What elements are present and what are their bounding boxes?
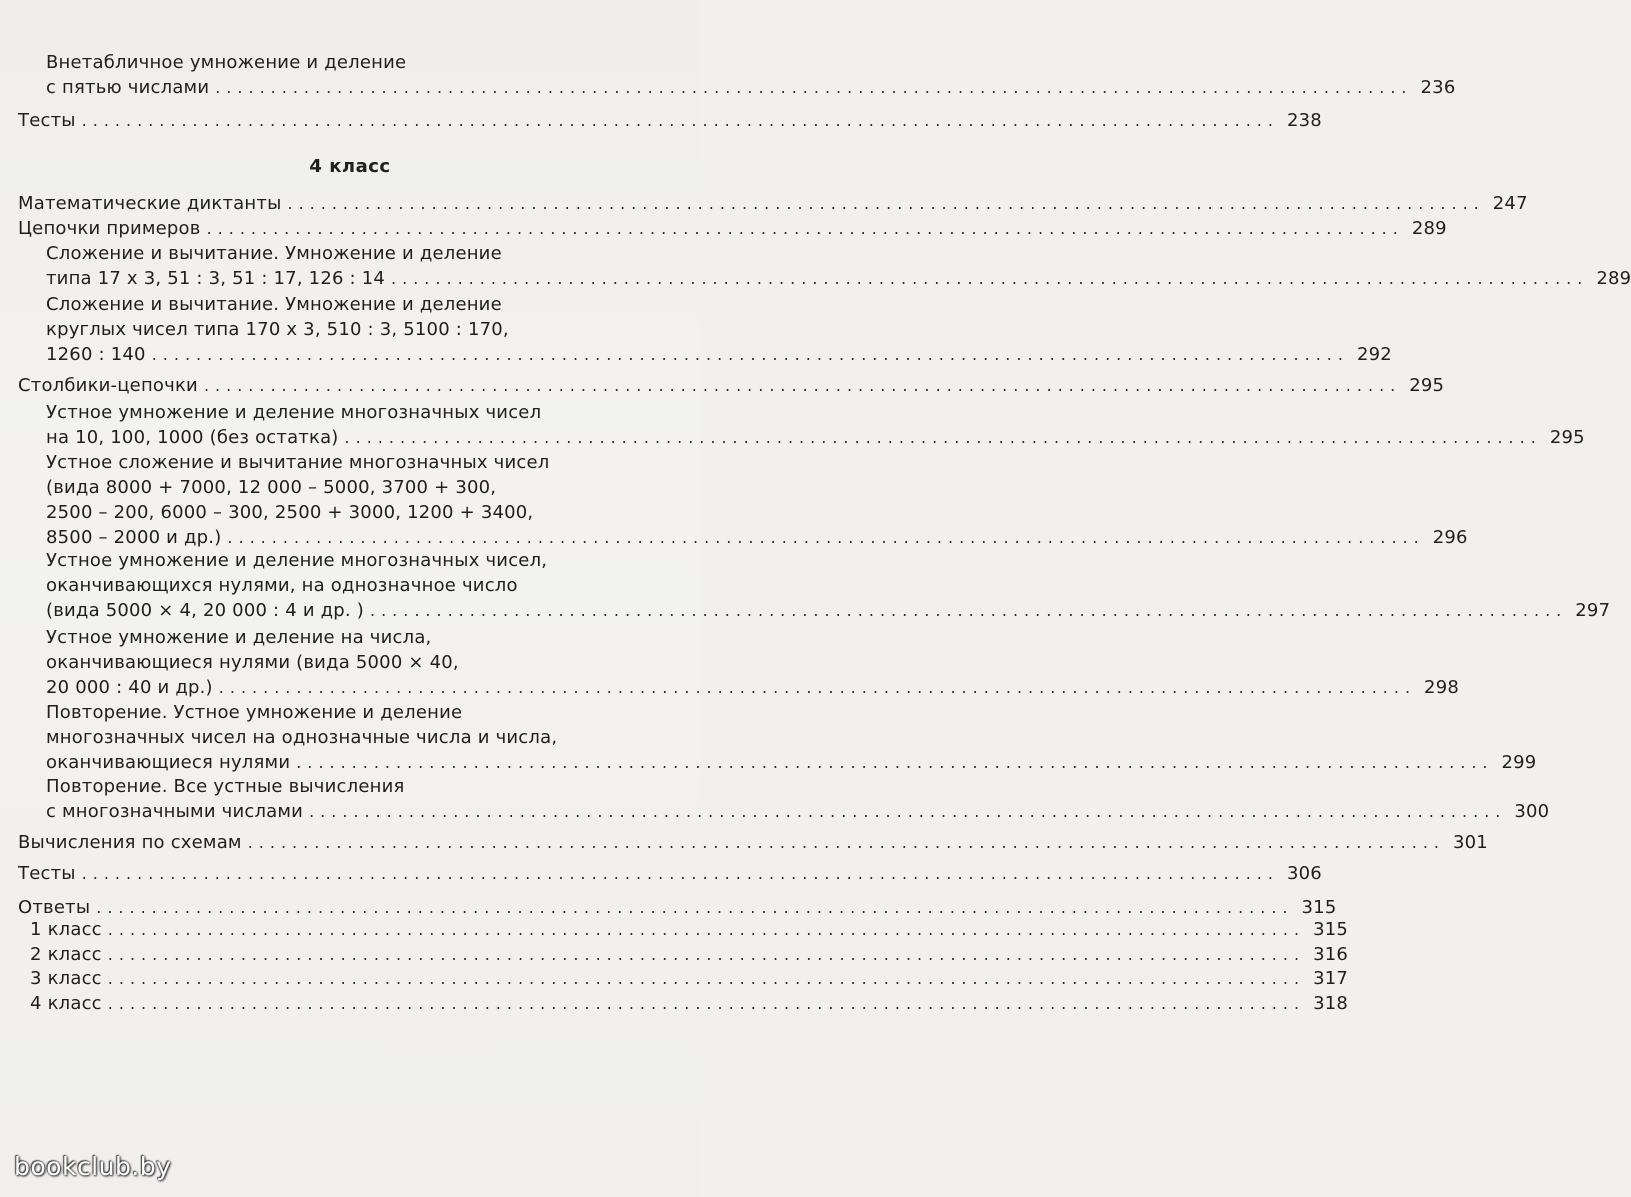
- leader-dots: ............................................................................................................: [309, 802, 1507, 821]
- leader-dots: ............................................................................................................: [107, 994, 1306, 1013]
- toc-entry-text: 2500 – 200, 6000 – 300, 2500 + 3000, 1200 + 3400,: [46, 502, 534, 523]
- section-heading: 4 класс: [309, 156, 391, 177]
- leader-dots: ............................................................................................................: [344, 428, 1542, 447]
- toc-entry-text: многозначных чисел на однозначные числа и числа,: [46, 727, 558, 748]
- leader-dots: ............................................................................................................: [247, 833, 1445, 852]
- page-number: 238: [1286, 110, 1322, 131]
- page-number: 295: [1409, 375, 1445, 396]
- toc-entry-text: на 10, 100, 1000 (без остатка): [46, 427, 339, 448]
- page-number: 236: [1420, 77, 1456, 98]
- toc-entry-text: Столбики-цепочки: [18, 375, 198, 396]
- leader-dots: ............................................................................................................: [391, 269, 1589, 288]
- toc-entry-text: 1 класс: [30, 919, 102, 940]
- page-number: 292: [1356, 344, 1392, 365]
- leader-dots: ............................................................................................................: [206, 219, 1404, 238]
- toc-entry-text: Математические диктанты: [18, 193, 282, 214]
- toc-entry-text: Тесты: [18, 863, 76, 884]
- toc-entry-text: Устное сложение и вычитание многозначных чисел: [46, 452, 550, 473]
- page-number: 300: [1514, 801, 1550, 822]
- leader-dots: ............................................................................................................: [107, 969, 1306, 988]
- toc-entry-text: Повторение. Все устные вычисления: [46, 776, 405, 797]
- leader-dots: ............................................................................................................: [96, 898, 1294, 917]
- toc-entry-text: оканчивающихся нулями, на однозначное число: [46, 575, 518, 596]
- page-number: 289: [1596, 268, 1631, 289]
- leader-dots: ............................................................................................................: [203, 376, 1402, 395]
- toc-entry-text: 2 класс: [30, 944, 102, 965]
- toc-entry-text: Ответы: [18, 897, 91, 918]
- toc-entry-text: Сложение и вычитание. Умножение и деление: [46, 294, 502, 315]
- toc-entry-text: круглых чисел типа 170 х 3, 510 : 3, 5100 : 170,: [46, 319, 509, 340]
- toc-entry-text: Тесты: [18, 110, 76, 131]
- toc-entry-text: Вычисления по схемам: [18, 832, 242, 853]
- page-number: 301: [1452, 832, 1488, 853]
- leader-dots: ............................................................................................................: [296, 753, 1494, 772]
- toc-entry-text: с пятью числами: [46, 77, 210, 98]
- toc-entry-text: Внетабличное умножение и деление: [46, 52, 407, 73]
- page-number: 295: [1549, 427, 1585, 448]
- toc-entry-text: (вида 8000 + 7000, 12 000 – 5000, 3700 + 300,: [46, 477, 497, 498]
- toc-entry-text: 1260 : 140: [46, 344, 146, 365]
- toc-entry-text: Повторение. Устное умножение и деление: [46, 702, 463, 723]
- leader-dots: ............................................................................................................: [215, 78, 1413, 97]
- leader-dots: ............................................................................................................: [287, 194, 1485, 213]
- page-number: 297: [1575, 600, 1611, 621]
- page-number: 316: [1313, 944, 1349, 965]
- toc-entry-text: Устное умножение и деление на числа,: [46, 627, 432, 648]
- toc-entry-text: (вида 5000 × 4, 20 000 : 4 и др. ): [46, 600, 364, 621]
- toc-entry-text: Устное умножение и деление многозначных чисел: [46, 402, 542, 423]
- leader-dots: ............................................................................................................: [218, 678, 1417, 697]
- toc-entry-text: типа 17 х 3, 51 : 3, 51 : 17, 126 : 14: [46, 268, 386, 289]
- leader-dots: ............................................................................................................: [107, 920, 1306, 939]
- leader-dots: ............................................................................................................: [151, 345, 1349, 364]
- page-number: 298: [1424, 677, 1460, 698]
- page-number: 247: [1492, 193, 1528, 214]
- toc-entry-text: Сложение и вычитание. Умножение и деление: [46, 243, 502, 264]
- page-number: 296: [1432, 527, 1468, 548]
- page-number: 299: [1501, 752, 1537, 773]
- toc-entry-text: 3 класс: [30, 968, 102, 989]
- watermark: bookclub.by: [14, 1152, 172, 1181]
- leader-dots: ............................................................................................................: [227, 528, 1425, 547]
- toc-entry-text: с многозначными числами: [46, 801, 304, 822]
- leader-dots: ............................................................................................................: [81, 111, 1279, 130]
- toc-entry-text: 4 класс: [30, 993, 102, 1014]
- toc-entry-text: 20 000 : 40 и др.): [46, 677, 213, 698]
- leader-dots: ............................................................................................................: [107, 945, 1306, 964]
- toc-entry-text: Цепочки примеров: [18, 218, 201, 239]
- page-number: 318: [1313, 993, 1349, 1014]
- toc-entry-text: 8500 – 2000 и др.): [46, 527, 222, 548]
- page-number: 289: [1411, 218, 1447, 239]
- toc-entry-text: оканчивающиеся нулями: [46, 752, 291, 773]
- leader-dots: ............................................................................................................: [369, 601, 1568, 620]
- leader-dots: ............................................................................................................: [81, 864, 1279, 883]
- toc-entry-text: оканчивающиеся нулями (вида 5000 × 40,: [46, 652, 459, 673]
- page-number: 315: [1301, 897, 1337, 918]
- page-number: 317: [1313, 968, 1349, 989]
- page-number: 315: [1313, 919, 1349, 940]
- toc-entry-text: Устное умножение и деление многозначных чисел,: [46, 550, 548, 571]
- page-number: 306: [1286, 863, 1322, 884]
